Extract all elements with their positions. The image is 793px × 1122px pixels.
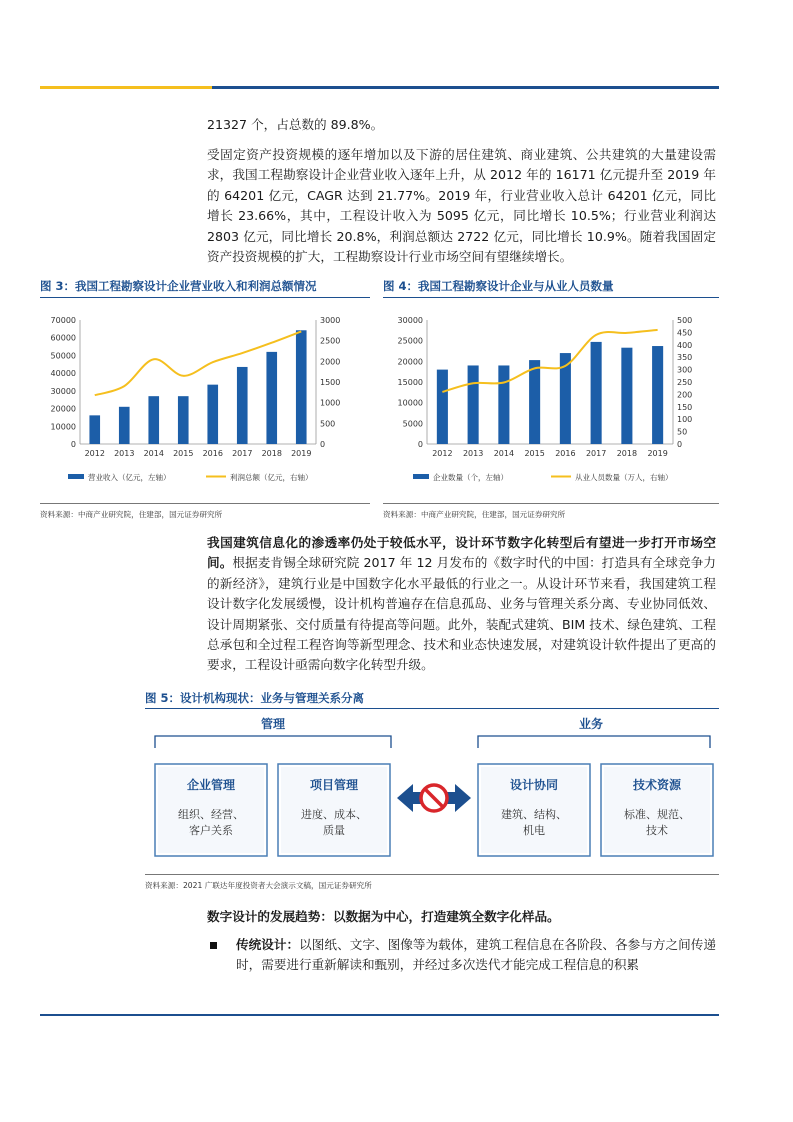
- y-right-tick-label: 250: [677, 378, 693, 387]
- y-right-tick-label: 2000: [320, 357, 341, 367]
- legend-line-label: 利润总额（亿元，右轴）: [230, 473, 313, 482]
- bullet-label: 传统设计：: [236, 937, 300, 952]
- header-rule-blue: [212, 86, 719, 89]
- legend-bar-label: 营业收入（亿元，左轴）: [88, 473, 171, 482]
- y-right-tick-label: 2500: [320, 336, 341, 346]
- y-left-tick-label: 30000: [397, 316, 423, 325]
- bar: [89, 415, 100, 444]
- prohibited-icon: [421, 785, 447, 811]
- box-line: 标准、规范、: [624, 808, 690, 821]
- y-right-tick-label: 100: [677, 415, 693, 425]
- y-left-tick-label: 20000: [50, 404, 76, 414]
- x-tick-label: 2014: [143, 449, 164, 458]
- box-line: 组织、经营、: [178, 808, 244, 821]
- y-right-tick-label: 200: [677, 390, 693, 400]
- paragraph-digitalization-lead: 我国建筑信息化的渗透率仍处于较低水平，设计环节数字化转型后有望进一步打开市场空间。: [207, 535, 716, 571]
- box-line: 建筑、结构、: [501, 808, 567, 821]
- x-tick-label: 2016: [202, 449, 223, 458]
- box-project-management: [278, 764, 390, 856]
- bar: [621, 348, 632, 444]
- x-tick-label: 2015: [524, 449, 545, 458]
- fig4-source-rule: [383, 503, 719, 504]
- x-tick-label: 2018: [616, 449, 638, 458]
- x-tick-label: 2016: [555, 449, 576, 458]
- paragraph-top-line: 21327 个，占总数的 89.8%。: [207, 117, 384, 132]
- y-right-tick-label: 450: [677, 328, 693, 338]
- legend-bar-label: 企业数量（个，左轴）: [433, 473, 508, 482]
- bracket-management: [155, 736, 391, 748]
- y-left-tick-label: 50000: [50, 351, 76, 361]
- y-right-tick-label: 500: [677, 316, 693, 325]
- y-right-tick-label: 0: [677, 440, 683, 449]
- bar: [652, 346, 663, 444]
- paragraph-market-growth: 受固定资产投资规模的逐年增加以及下游的居住建筑、商业建筑、公共建筑的大量建设需求，我国工程勘察设计企业营业收入逐年上升，从 2012 年的 16171 亿元提升至 2019 年的 64201 亿元，CAGR 达到 21.77%。2019 年，行业营业收入总计 64201 亿元，同比增长 23.66%，其中，工程设计收入为 5095 亿元，同比增长 10.5%；行业营业利润达 2803 亿元，同比增长 20.8%，利润总额达 2722 亿元，同比增长 10.9%。随着我国固定资产投资规模的扩大，工程勘察设计行业市场空间有望继续增长。: [207, 147, 716, 265]
- fig5-title: 图 5：设计机构现状：业务与管理关系分离: [145, 691, 365, 705]
- y-left-tick-label: 15000: [397, 378, 423, 387]
- box-line: 进度、成本、: [301, 808, 367, 821]
- trend-heading: 数字设计的发展趋势：以数据为中心，打造建筑全数字化样品。: [207, 909, 560, 924]
- fig4-title: 图 4：我国工程勘察设计企业与从业人员数量: [383, 279, 614, 293]
- y-right-tick-label: 400: [677, 340, 693, 350]
- bar: [207, 385, 218, 444]
- y-left-tick-label: 60000: [50, 333, 76, 343]
- x-tick-label: 2014: [493, 449, 515, 458]
- y-right-tick-label: 1500: [320, 378, 341, 387]
- bar: [296, 330, 307, 444]
- y-left-tick-label: 10000: [50, 422, 76, 432]
- bar: [237, 367, 248, 444]
- box-title: 技术资源: [632, 778, 682, 792]
- header-rule-gold: [40, 86, 212, 89]
- diagram-business-management: [145, 712, 719, 872]
- box-title: 项目管理: [309, 778, 359, 792]
- bullet-square-icon: [210, 942, 217, 949]
- y-right-tick-label: 300: [677, 365, 693, 375]
- bar: [266, 352, 277, 444]
- fig3-source: 资料来源：中商产业研究院，住建部，国元证券研究所: [40, 510, 223, 519]
- x-tick-label: 2013: [462, 449, 484, 458]
- bar: [148, 396, 159, 444]
- footer-rule: [40, 1014, 719, 1016]
- box-line: 机电: [523, 824, 545, 837]
- fig3-title: 图 3：我国工程勘察设计企业营业收入和利润总额情况: [40, 279, 317, 293]
- fig3-source-rule: [40, 503, 370, 504]
- box-line: 客户关系: [189, 824, 233, 837]
- paragraph-digitalization: [207, 533, 716, 676]
- box-title: 企业管理: [186, 778, 236, 792]
- fig4-source: 资料来源：中商产业研究院，住建部，国元证券研究所: [383, 510, 566, 519]
- y-left-tick-label: 5000: [402, 419, 423, 429]
- bar: [437, 370, 448, 444]
- paragraph-digitalization-body: 根据麦肯锡全球研究院 2017 年 12 月发布的《数字时代的中国：打造具有全球竞争力的新经济》，建筑行业是中国数字化水平最低的行业之一。从设计环节来看，我国建筑工程设计数字化发展缓慢，设计机构普遍存在信息孤岛、业务与管理关系分离、专业协同低效、设计周期紧张、交付质量有待提高等问题。此外，装配式建筑、BIM 技术、绿色建筑、工程总承包和全过程工程咨询等新型理念、技术和业态快速发展，对建筑设计软件提出了更高的要求，工程设计亟需向数字化转型升级。: [207, 555, 716, 673]
- bullet-text: 以图纸、文字、图像等为载体，建筑工程信息在各阶段、各参与方之间传递时，需要进行重新解读和甄别，并经过多次迭代才能完成工程信息的积累: [236, 937, 717, 973]
- x-tick-label: 2017: [585, 449, 607, 458]
- fig5-source: 资料来源：2021 广联达年度投资者大会演示文稿，国元证券研究所: [145, 881, 372, 890]
- x-tick-label: 2017: [232, 449, 253, 458]
- box-title: 设计协同: [509, 778, 559, 792]
- bar: [591, 342, 602, 444]
- box-line: 技术: [646, 824, 668, 837]
- x-tick-label: 2012: [432, 449, 453, 458]
- x-tick-label: 2012: [84, 449, 105, 458]
- chart-revenue-profit: [40, 304, 370, 494]
- y-right-tick-label: 50: [677, 427, 688, 437]
- bullet-traditional-design: [236, 935, 716, 976]
- x-tick-label: 2019: [291, 449, 312, 458]
- fig5-title-rule: [145, 708, 719, 709]
- x-tick-label: 2013: [114, 449, 135, 458]
- y-left-tick-label: 40000: [50, 369, 76, 379]
- box-technical-resources: [601, 764, 713, 856]
- legend-bar-swatch: [68, 474, 84, 479]
- y-right-tick-label: 350: [677, 353, 693, 363]
- group-label-business: 业务: [578, 717, 604, 731]
- header-rule: [40, 86, 719, 89]
- y-left-tick-label: 70000: [50, 316, 76, 325]
- box-enterprise-management: [155, 764, 267, 856]
- bar: [468, 365, 479, 444]
- y-left-tick-label: 10000: [397, 398, 423, 408]
- group-label-management: 管理: [260, 717, 286, 731]
- x-tick-label: 2019: [647, 449, 668, 458]
- bar: [178, 396, 189, 444]
- fig5-source-rule: [145, 874, 719, 875]
- box-design-collaboration: [478, 764, 590, 856]
- legend-line-label: 从业人员数量（万人，右轴）: [575, 473, 673, 482]
- box-line: 质量: [323, 824, 345, 837]
- y-right-tick-label: 0: [320, 440, 326, 449]
- y-right-tick-label: 500: [320, 419, 336, 429]
- y-left-tick-label: 30000: [50, 386, 76, 396]
- x-tick-label: 2015: [173, 449, 194, 458]
- y-left-tick-label: 0: [70, 440, 76, 449]
- y-left-tick-label: 0: [417, 440, 423, 449]
- chart-enterprises-employees: [383, 304, 719, 494]
- y-right-tick-label: 1000: [320, 398, 341, 408]
- y-left-tick-label: 20000: [397, 357, 423, 367]
- bar: [529, 360, 540, 444]
- bar: [498, 365, 509, 444]
- x-tick-label: 2018: [261, 449, 282, 458]
- legend-bar-swatch: [413, 474, 429, 479]
- fig3-title-rule: [40, 297, 370, 298]
- y-right-tick-label: 3000: [320, 316, 341, 325]
- y-right-tick-label: 150: [677, 402, 693, 412]
- bracket-business: [478, 736, 710, 748]
- y-left-tick-label: 25000: [397, 336, 423, 346]
- fig4-title-rule: [383, 297, 719, 298]
- bar: [119, 407, 130, 444]
